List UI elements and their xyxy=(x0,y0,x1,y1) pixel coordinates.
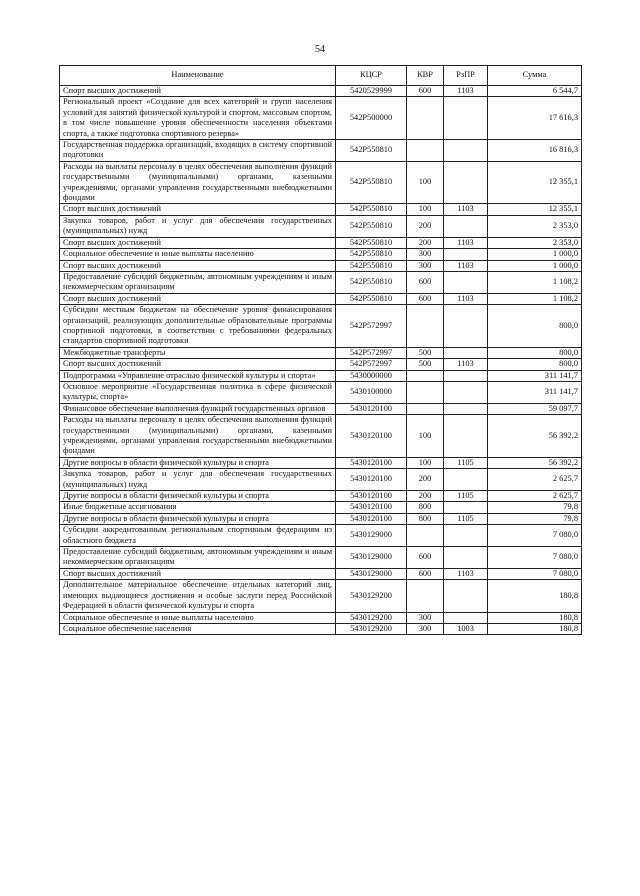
cell-sum: 1 000,0 xyxy=(488,249,582,260)
table-row xyxy=(60,403,582,414)
cell-sum: 311 141,7 xyxy=(488,370,582,381)
table-row xyxy=(60,97,582,140)
cell-kcsr: 5430120100 xyxy=(336,415,407,458)
cell-kvr: 800 xyxy=(407,513,444,524)
cell-kvr: 500 xyxy=(407,359,444,370)
cell-name: Межбюджетные трансферты xyxy=(60,347,336,358)
cell-sum: 1 108,2 xyxy=(488,271,582,293)
cell-name: Региональный проект «Создание для всех категорий и групп населения условий для занятий физической культурой и спортом, массовым спортом, в том числе повышение уровня обеспеченности населения объектами спорта, а также подготовка спортивного резерва» xyxy=(60,97,336,140)
cell-kvr xyxy=(407,140,444,162)
header-sum: Сумма xyxy=(488,66,582,86)
table-row xyxy=(60,502,582,513)
cell-kcsr: 5420529999 xyxy=(336,86,407,97)
cell-rzpr xyxy=(444,469,488,491)
cell-rzpr: 1103 xyxy=(444,237,488,248)
cell-rzpr: 1103 xyxy=(444,568,488,579)
cell-kcsr: 542P550810 xyxy=(336,204,407,215)
cell-kvr: 300 xyxy=(407,249,444,260)
cell-name: Закупка товаров, работ и услуг для обеспечения государственных (муниципальных) нужд xyxy=(60,469,336,491)
cell-kcsr: 5430120100 xyxy=(336,502,407,513)
cell-kvr: 200 xyxy=(407,237,444,248)
cell-kcsr: 5430000000 xyxy=(336,370,407,381)
cell-kvr: 600 xyxy=(407,568,444,579)
cell-name: Субсидии аккредитованным региональным спортивным федерациям из областного бюджета xyxy=(60,525,336,547)
cell-rzpr xyxy=(444,525,488,547)
cell-name: Спорт высших достижений xyxy=(60,260,336,271)
cell-rzpr xyxy=(444,161,488,204)
cell-rzpr: 1103 xyxy=(444,86,488,97)
cell-kvr xyxy=(407,305,444,348)
table-row xyxy=(60,260,582,271)
cell-name: Спорт высших достижений xyxy=(60,359,336,370)
cell-kcsr: 5430120100 xyxy=(336,403,407,414)
cell-rzpr xyxy=(444,415,488,458)
cell-kvr: 100 xyxy=(407,204,444,215)
table-row xyxy=(60,457,582,468)
table-body xyxy=(60,86,582,635)
cell-name: Предоставление субсидий бюджетным, автономным учреждениям и иным некоммерческим организациям xyxy=(60,271,336,293)
cell-sum: 17 616,3 xyxy=(488,97,582,140)
cell-sum: 800,0 xyxy=(488,359,582,370)
table-row xyxy=(60,415,582,458)
cell-name: Расходы на выплаты персоналу в целях обеспечения выполнения функций государственными (муниципальными) органами, казенными учреждениями, органами управления государственными внебюджетными фондами xyxy=(60,161,336,204)
header-rzpr: РзПР xyxy=(444,66,488,86)
table-row xyxy=(60,370,582,381)
cell-sum: 12 355,1 xyxy=(488,161,582,204)
cell-kcsr: 542P550810 xyxy=(336,293,407,304)
cell-kvr xyxy=(407,370,444,381)
cell-sum: 79,8 xyxy=(488,502,582,513)
table-row xyxy=(60,347,582,358)
table-row xyxy=(60,359,582,370)
cell-kvr: 800 xyxy=(407,502,444,513)
cell-kcsr: 5430129200 xyxy=(336,623,407,634)
cell-kcsr: 542P550810 xyxy=(336,140,407,162)
cell-kcsr: 5430100000 xyxy=(336,381,407,403)
table-row xyxy=(60,215,582,237)
cell-kvr: 600 xyxy=(407,547,444,569)
cell-name: Другие вопросы в области физической культуры и спорта xyxy=(60,513,336,524)
cell-name: Спорт высших достижений xyxy=(60,293,336,304)
cell-kvr: 300 xyxy=(407,612,444,623)
cell-kvr xyxy=(407,97,444,140)
cell-sum: 59 097,7 xyxy=(488,403,582,414)
cell-kcsr: 5430120100 xyxy=(336,457,407,468)
cell-kcsr: 5430129200 xyxy=(336,612,407,623)
cell-kvr: 600 xyxy=(407,293,444,304)
cell-name: Финансовое обеспечение выполнения функций государственных органов xyxy=(60,403,336,414)
cell-sum: 2 353,0 xyxy=(488,237,582,248)
cell-rzpr xyxy=(444,547,488,569)
cell-sum: 2 625,7 xyxy=(488,491,582,502)
cell-kvr: 100 xyxy=(407,457,444,468)
cell-rzpr: 1103 xyxy=(444,359,488,370)
header-name: Наименование xyxy=(60,66,336,86)
cell-kcsr: 5430120100 xyxy=(336,469,407,491)
cell-sum: 6 544,7 xyxy=(488,86,582,97)
table-row xyxy=(60,513,582,524)
cell-rzpr xyxy=(444,249,488,260)
cell-kcsr: 542P550810 xyxy=(336,260,407,271)
cell-sum: 7 080,0 xyxy=(488,568,582,579)
cell-kvr: 500 xyxy=(407,347,444,358)
cell-kcsr: 5430129000 xyxy=(336,568,407,579)
table-row xyxy=(60,612,582,623)
table-row xyxy=(60,568,582,579)
cell-sum: 56 392,2 xyxy=(488,415,582,458)
cell-kvr: 200 xyxy=(407,469,444,491)
table-row xyxy=(60,271,582,293)
table-row xyxy=(60,86,582,97)
cell-sum: 2 625,7 xyxy=(488,469,582,491)
cell-rzpr: 1105 xyxy=(444,491,488,502)
cell-sum: 7 080,0 xyxy=(488,547,582,569)
cell-sum: 180,8 xyxy=(488,580,582,612)
cell-kcsr: 542P572997 xyxy=(336,305,407,348)
cell-rzpr xyxy=(444,140,488,162)
cell-name: Субсидии местным бюджетам на обеспечение уровня финансирования организаций, реализующих дополнительные образовательные программы спортивной подготовки, в соответствии с требованиями федеральных стандартов спортивной подготовки xyxy=(60,305,336,348)
cell-rzpr xyxy=(444,347,488,358)
cell-name: Государственная поддержка организаций, входящих в систему спортивной подготовки xyxy=(60,140,336,162)
cell-kvr: 600 xyxy=(407,86,444,97)
header-kcsr: КЦСР xyxy=(336,66,407,86)
table-row xyxy=(60,293,582,304)
table-row xyxy=(60,547,582,569)
cell-sum: 79,8 xyxy=(488,513,582,524)
cell-kcsr: 542P550810 xyxy=(336,237,407,248)
table-row xyxy=(60,623,582,634)
cell-sum: 1 000,0 xyxy=(488,260,582,271)
cell-rzpr xyxy=(444,97,488,140)
cell-kvr: 200 xyxy=(407,491,444,502)
table-row xyxy=(60,161,582,204)
cell-rzpr: 1003 xyxy=(444,623,488,634)
cell-kcsr: 5430129000 xyxy=(336,525,407,547)
cell-sum: 12 355,1 xyxy=(488,204,582,215)
table-row xyxy=(60,580,582,612)
table-row xyxy=(60,381,582,403)
cell-name: Спорт высших достижений xyxy=(60,568,336,579)
cell-name: Спорт высших достижений xyxy=(60,86,336,97)
cell-sum: 7 080,0 xyxy=(488,525,582,547)
cell-kcsr: 542P572997 xyxy=(336,347,407,358)
cell-sum: 2 353,0 xyxy=(488,215,582,237)
cell-rzpr xyxy=(444,580,488,612)
cell-kvr: 600 xyxy=(407,271,444,293)
cell-kvr: 200 xyxy=(407,215,444,237)
cell-rzpr: 1103 xyxy=(444,260,488,271)
table-row xyxy=(60,140,582,162)
cell-sum: 180,8 xyxy=(488,623,582,634)
cell-rzpr xyxy=(444,612,488,623)
table-row xyxy=(60,204,582,215)
cell-kcsr: 5430120100 xyxy=(336,491,407,502)
cell-rzpr xyxy=(444,305,488,348)
cell-rzpr xyxy=(444,381,488,403)
cell-sum: 800,0 xyxy=(488,305,582,348)
cell-rzpr xyxy=(444,403,488,414)
cell-rzpr xyxy=(444,502,488,513)
cell-name: Спорт высших достижений xyxy=(60,237,336,248)
header-kvr: КВР xyxy=(407,66,444,86)
cell-rzpr: 1105 xyxy=(444,457,488,468)
table-row xyxy=(60,305,582,348)
cell-kcsr: 542P572997 xyxy=(336,359,407,370)
cell-sum: 311 141,7 xyxy=(488,381,582,403)
cell-kvr xyxy=(407,525,444,547)
cell-kcsr: 542P550810 xyxy=(336,271,407,293)
cell-name: Социальное обеспечение населения xyxy=(60,623,336,634)
cell-sum: 16 816,3 xyxy=(488,140,582,162)
cell-sum: 800,0 xyxy=(488,347,582,358)
cell-name: Предоставление субсидий бюджетным, автономным учреждениям и иным некоммерческим организациям xyxy=(60,547,336,569)
cell-kvr: 300 xyxy=(407,623,444,634)
cell-kvr: 100 xyxy=(407,161,444,204)
cell-rzpr: 1105 xyxy=(444,513,488,524)
cell-name: Спорт высших достижений xyxy=(60,204,336,215)
cell-rzpr: 1103 xyxy=(444,204,488,215)
cell-kvr: 100 xyxy=(407,415,444,458)
budget-table xyxy=(59,65,582,635)
cell-sum: 56 392,2 xyxy=(488,457,582,468)
cell-name: Социальное обеспечение и иные выплаты населению xyxy=(60,249,336,260)
cell-name: Социальное обеспечение и иные выплаты населению xyxy=(60,612,336,623)
cell-name: Другие вопросы в области физической культуры и спорта xyxy=(60,457,336,468)
cell-kcsr: 5430129000 xyxy=(336,547,407,569)
cell-kcsr: 5430120100 xyxy=(336,513,407,524)
table-header-row xyxy=(60,66,582,86)
page-number: 54 xyxy=(315,44,325,55)
cell-kvr xyxy=(407,381,444,403)
cell-name: Иные бюджетные ассигнования xyxy=(60,502,336,513)
cell-sum: 1 108,2 xyxy=(488,293,582,304)
cell-rzpr xyxy=(444,215,488,237)
cell-rzpr xyxy=(444,271,488,293)
cell-name: Основное мероприятие «Государственная политика в сфере физической культуры, спорта» xyxy=(60,381,336,403)
cell-sum: 180,8 xyxy=(488,612,582,623)
table-row xyxy=(60,249,582,260)
cell-kvr xyxy=(407,580,444,612)
cell-name: Расходы на выплаты персоналу в целях обеспечения выполнения функций государственными (муниципальными) органами, казенными учреждениями, органами управления государственными внебюджетными фондами xyxy=(60,415,336,458)
cell-kcsr: 542P550810 xyxy=(336,249,407,260)
cell-name: Подпрограмма «Управление отраслью физической культуры и спорта» xyxy=(60,370,336,381)
cell-kvr: 300 xyxy=(407,260,444,271)
cell-kvr xyxy=(407,403,444,414)
cell-kcsr: 542P550810 xyxy=(336,215,407,237)
cell-kcsr: 542P550810 xyxy=(336,161,407,204)
cell-kcsr: 5430129200 xyxy=(336,580,407,612)
cell-name: Закупка товаров, работ и услуг для обеспечения государственных (муниципальных) нужд xyxy=(60,215,336,237)
cell-name: Дополнительное материальное обеспечение отдельных категорий лиц, имеющих выдающиеся достижения и особые заслуги перед Российской Федерацией в области физической культуры и спорта xyxy=(60,580,336,612)
table-row xyxy=(60,491,582,502)
cell-name: Другие вопросы в области физической культуры и спорта xyxy=(60,491,336,502)
cell-rzpr: 1103 xyxy=(444,293,488,304)
cell-kcsr: 542P500000 xyxy=(336,97,407,140)
cell-rzpr xyxy=(444,370,488,381)
table-row xyxy=(60,469,582,491)
table-row xyxy=(60,525,582,547)
table-row xyxy=(60,237,582,248)
